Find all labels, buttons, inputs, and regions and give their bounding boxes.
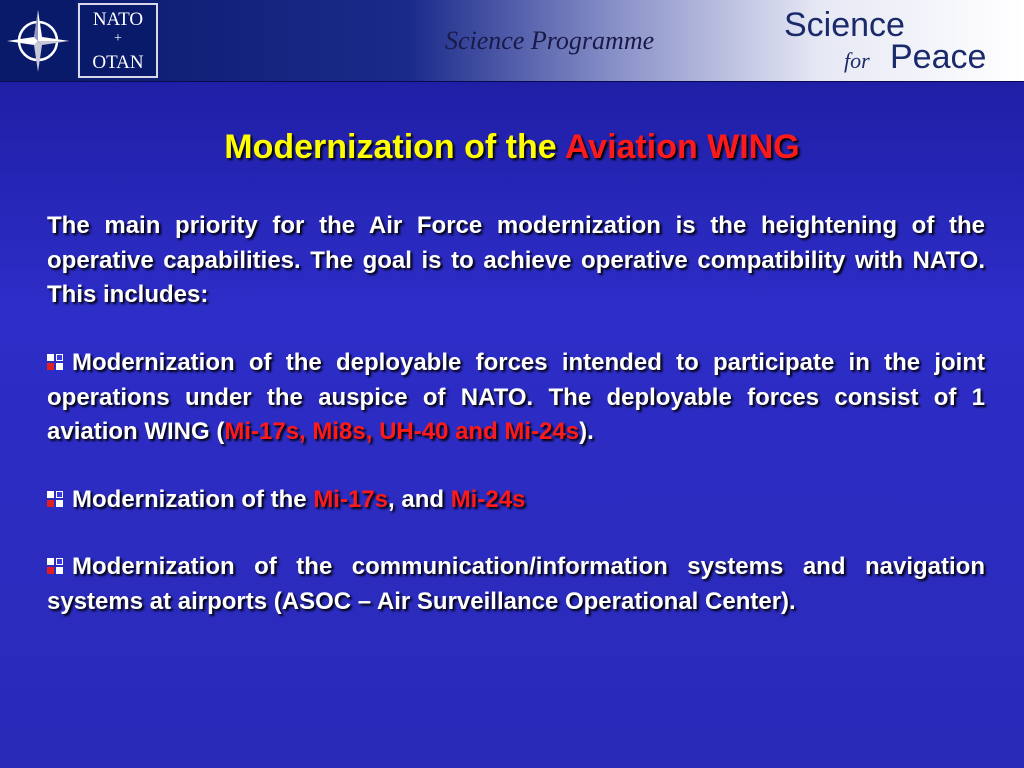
science-for-peace-logo (784, 6, 1020, 76)
programme-title: Science Programme (445, 26, 655, 55)
nato-otan-logo (78, 3, 158, 78)
square-bullet-icon (47, 558, 64, 575)
bullet-item-2 (47, 483, 985, 518)
bullet-item-1 (47, 346, 985, 450)
sfp-for: for (844, 48, 870, 73)
bullet-2-text1: Modernization of the (72, 486, 314, 513)
title-part1: Modernization of the (224, 128, 557, 166)
bullet-2-red2: Mi-24s (450, 486, 526, 513)
sfp-science: Science (784, 6, 905, 44)
bullet-1-text2: ). (579, 418, 594, 445)
intro-paragraph: The main priority for the Air Force modernization is the heightening of the operative capabilities. The goal is to achieve operative compatibility with NATO. This includes: (47, 212, 985, 308)
nato-compass-star-icon (0, 0, 76, 81)
bullet-1-text1: Modernization of the deployable forces intended to participate in the joint operations under the auspice of NATO. The deployable forces consist of 1 aviation WING ( (47, 349, 985, 445)
bullet-1-aircraft: Mi-17s, Mi8s, UH-40 and Mi-24s (224, 418, 580, 445)
square-bullet-icon (47, 491, 64, 508)
header-banner (0, 0, 1024, 82)
sfp-peace: Peace (890, 38, 987, 76)
bullet-2-text2: , and (388, 486, 451, 513)
bullet-2-red1: Mi-17s (313, 486, 389, 513)
bullet-3-text1: Modernization of the communication/information systems and navigation systems at airports (ASOC – Air Surveillance Operational Center). (47, 553, 985, 615)
logo-cross: + (114, 31, 122, 46)
bullet-item-3 (47, 550, 985, 619)
otan-text: OTAN (92, 52, 144, 73)
slide-title (0, 128, 1024, 167)
nato-text: NATO (92, 9, 144, 30)
title-part2: Aviation WING (564, 128, 800, 166)
square-bullet-icon (47, 354, 64, 371)
